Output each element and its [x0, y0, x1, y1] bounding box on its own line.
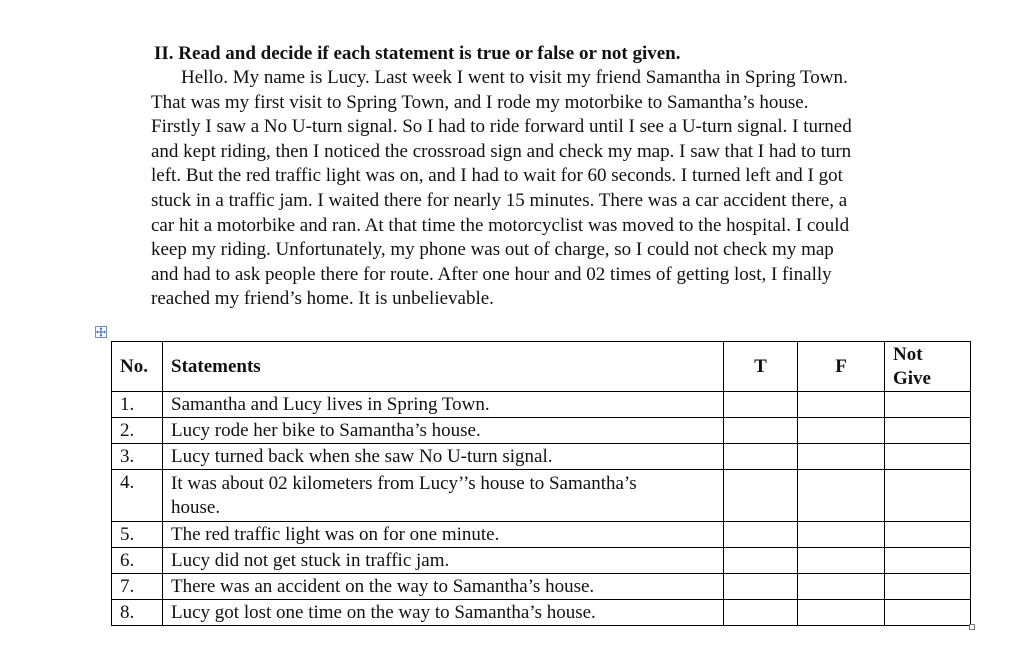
header-not-given: [885, 342, 971, 392]
passage-line: Hello. My name is Lucy. Last week I went to visit my friend Samantha in Spring Town.: [181, 67, 848, 88]
table-row: [112, 522, 971, 548]
passage-line: and kept riding, then I noticed the crossroad sign and check my map. I saw that I had to turn: [151, 140, 852, 162]
table-move-handle-icon[interactable]: [95, 326, 107, 338]
passage-line: and had to ask people there for route. After one hour and 02 times of getting lost, I finally: [151, 263, 832, 285]
header-not-given-line2: Give: [893, 367, 931, 389]
table-row: [112, 470, 971, 522]
answer-not-given-cell[interactable]: [885, 470, 971, 522]
table-row: [112, 444, 971, 470]
row-number: 4.: [112, 470, 163, 522]
statement-text: Lucy did not get stuck in traffic jam.: [163, 548, 724, 574]
header-not-given-line1: Not: [893, 343, 923, 365]
answer-true-cell[interactable]: [724, 444, 798, 470]
answer-false-cell[interactable]: [798, 522, 885, 548]
answer-false-cell[interactable]: [798, 444, 885, 470]
answer-false-cell[interactable]: [798, 548, 885, 574]
row-number: 3.: [112, 444, 163, 470]
table-row: [112, 600, 971, 626]
answer-false-cell[interactable]: [798, 574, 885, 600]
statement-text: Lucy turned back when she saw No U-turn signal.: [163, 444, 724, 470]
answer-true-cell[interactable]: [724, 548, 798, 574]
answer-not-given-cell[interactable]: [885, 522, 971, 548]
answer-false-cell[interactable]: [798, 600, 885, 626]
answer-true-cell[interactable]: [724, 392, 798, 418]
statement-text-line1: It was about 02 kilometers from Lucy’’s house to Samantha’s: [171, 472, 637, 494]
statement-text: Samantha and Lucy lives in Spring Town.: [163, 392, 724, 418]
answer-not-given-cell[interactable]: [885, 574, 971, 600]
row-number: 5.: [112, 522, 163, 548]
passage-line: stuck in a traffic jam. I waited there for nearly 15 minutes. There was a car accident there, a: [151, 189, 848, 211]
answer-true-cell[interactable]: [724, 470, 798, 522]
answer-true-cell[interactable]: [724, 418, 798, 444]
answer-false-cell[interactable]: [798, 418, 885, 444]
table-resize-handle[interactable]: [969, 624, 975, 630]
answer-true-cell[interactable]: [724, 574, 798, 600]
row-number: 7.: [112, 574, 163, 600]
answer-not-given-cell[interactable]: [885, 600, 971, 626]
four-way-arrow-icon: [96, 327, 106, 337]
table-header-row: [112, 342, 971, 392]
table-row: [112, 418, 971, 444]
passage-line: keep my riding. Unfortunately, my phone was out of charge, so I could not check my map: [151, 239, 834, 261]
table-row: [112, 392, 971, 418]
row-number: 2.: [112, 418, 163, 444]
reading-passage: [151, 66, 961, 312]
header-no: No.: [112, 342, 163, 392]
answer-not-given-cell[interactable]: [885, 548, 971, 574]
passage-line: That was my first visit to Spring Town, and I rode my motorbike to Samantha’s house.: [151, 91, 809, 113]
statement-text-line2: house.: [171, 496, 221, 518]
table-row: [112, 574, 971, 600]
answer-false-cell[interactable]: [798, 392, 885, 418]
true-false-table: [111, 341, 971, 626]
passage-line: left. But the red traffic light was on, and I had to wait for 60 seconds. I turned left and I got: [151, 165, 843, 187]
statement-text: The red traffic light was on for one minute.: [163, 522, 724, 548]
passage-line: car hit a motorbike and ran. At that time the motorcyclist was moved to the hospital. I could: [151, 214, 850, 236]
answer-not-given-cell[interactable]: [885, 444, 971, 470]
exercise-heading: II. Read and decide if each statement is true or false or not given.: [154, 43, 681, 64]
passage-line: Firstly I saw a No U-turn signal. So I had to ride forward until I see a U-turn signal. I turned: [151, 116, 852, 138]
passage-line: reached my friend’s home. It is unbelievable.: [151, 288, 494, 310]
row-number: 8.: [112, 600, 163, 626]
answer-false-cell[interactable]: [798, 470, 885, 522]
row-number: 1.: [112, 392, 163, 418]
header-false: F: [798, 342, 885, 392]
statement-text: There was an accident on the way to Samantha’s house.: [163, 574, 724, 600]
answer-true-cell[interactable]: [724, 600, 798, 626]
statement-text: Lucy rode her bike to Samantha’s house.: [163, 418, 724, 444]
answer-not-given-cell[interactable]: [885, 418, 971, 444]
header-true: T: [724, 342, 798, 392]
header-statements: Statements: [163, 342, 724, 392]
answer-true-cell[interactable]: [724, 522, 798, 548]
answer-not-given-cell[interactable]: [885, 392, 971, 418]
statement-text: [163, 470, 724, 522]
row-number: 6.: [112, 548, 163, 574]
statement-text: Lucy got lost one time on the way to Samantha’s house.: [163, 600, 724, 626]
table-row: [112, 548, 971, 574]
